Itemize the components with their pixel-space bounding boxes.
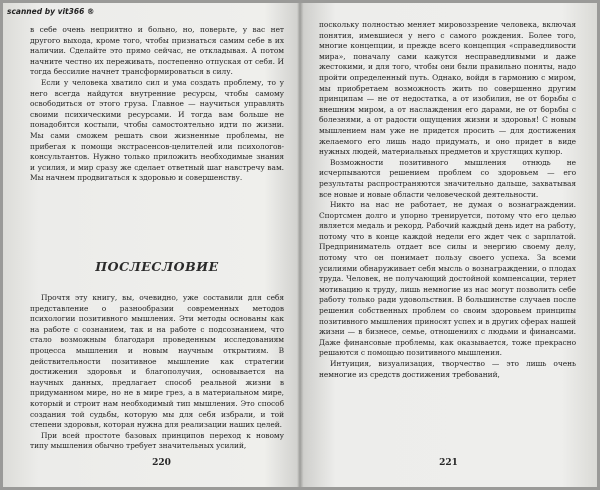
paragraph: Если у человека хватило сил и ума создать проблему, то у него всегда найдутся внутренние ресурсы, чтобы самому освободиться от этого груза. Главное — научиться управлять своими психическими ресурсами. И тогда вам больше не понадобятся костыли, чтобы самостоятельно идти по жизни. Мы сами сможем решать свои жизненные проблемы, не прибегая к помощи экстрасенсов-целителей или психологов-консультантов. Нужно только приложить необходимые знания и усилия, и мир сразу же сделает ответный шаг навстречу вам. Мы начнем продвигаться к здоровью и совершенству. xyxy=(30,77,284,183)
book-spread xyxy=(3,3,597,487)
page-number-left: 220 xyxy=(152,458,171,468)
paragraph: Никто на нас не работает, не думая о вознаграждении. Спортсмен долго и упорно тренируется, потому что его целью является медаль и рекорд. Рабочий каждый день идет на работу, потому что в конце каждой недели его ждет чек с зарплатой. Предприниматель отдает все силы и энергию своему делу, потому что он понимает пользу своего успеха. За всеми усилиями обнаруживает себя мысль о вознаграждении, о плодах труда. Человек, не получающий достойной компенсации, теряет мотивацию к труду, лишь немногие из нас могут позволить себе работу только ради удовольствия. В большинстве случаев после решения собственных проблем со своим здоровьем принципы позитивного мышления приносят успех и в других сферах нашей жизни — в бизнесе, семье, отношениях с людьми и финансами. Даже финансовые проблемы, как оказывается, тоже прекрасно решаются с помощью позитивного мышления. xyxy=(319,200,576,358)
left-page-text-top xyxy=(30,25,284,184)
section-title: ПОСЛЕСЛОВИЕ xyxy=(95,259,219,274)
right-page-text xyxy=(319,20,576,380)
right-page xyxy=(300,3,597,487)
paragraph: Интуиция, визуализация, творчество — это лишь очень немногие из средств достижения требований, xyxy=(319,359,576,379)
left-page-text-bottom xyxy=(30,293,284,452)
paragraph: Возможности позитивного мышления отнюдь не исчерпываются решением проблем со здоровьем — его результаты распространяются значительно дальше, захватывая все новые и новые области человеческой деятельности. xyxy=(319,157,576,199)
paragraph: поскольку полностью меняет мировоззрение человека, включая понятия, имевшиеся у него с самого рождения. Более того, многие концепции, и прежде всего концепция «справедливости мира», поначалу сами кажутся несправедливыми и даже жестокими, и для того, чтобы они были правильно поняты, надо пройти определенный путь. Однако, войдя в гармонию с миром, мы приобретаем возможность жить по совершенно другим принципам — не от недостатка, а от изобилия, не от борьбы с внешним миром, а от наслаждения его дарами, не от борьбы с болезнями, а от радости ощущения жизни и здоровья! С новым мышлением нам уже не придется просить — для достижения желаемого его лишь надо придумать, и оно придет в виде нужных людей, материальных предметов и хрустящих купюр. xyxy=(319,20,576,157)
paragraph: При всей простоте базовых принципов переход к новому типу мышления обычно требует значительных усилий, xyxy=(30,430,284,451)
left-page xyxy=(3,3,300,487)
page-number-right: 221 xyxy=(439,458,458,468)
paragraph: в себе очень неприятно и больно, но, поверьте, у вас нет другого выхода, кроме того, чтобы признаться самим себе в их наличии. Сделайте это прямо сейчас, не откладывая. А потом начните честно их переживать, постепенно отпуская от себя. И тогда бессилие начнет трансформироваться в силу. xyxy=(30,25,284,77)
paragraph: Прочтя эту книгу, вы, очевидно, уже составили для себя представление о разнообразии современных методов психологии позитивного мышления. Эти методы основаны как на работе с сознанием, так и на работе с подсознанием, что стало возможным благодаря проведенным исследованиям процесса мышления и новым научным открытиям. В действительности позитивное мышление как стратегии достижения здоровья и благополучия, основывается на научных данных, предлагает способ реальной жизни в придуманном мире, но не в мире грез, а в материальном мире, который и строит нам необходимый тип мышления. Это способ создания той судьбы, которую мы для себя избрали, и той степени здоровья, которая нужна для реализации наших целей. xyxy=(30,293,284,430)
scan-watermark: scanned by vit366 ® xyxy=(7,7,95,16)
